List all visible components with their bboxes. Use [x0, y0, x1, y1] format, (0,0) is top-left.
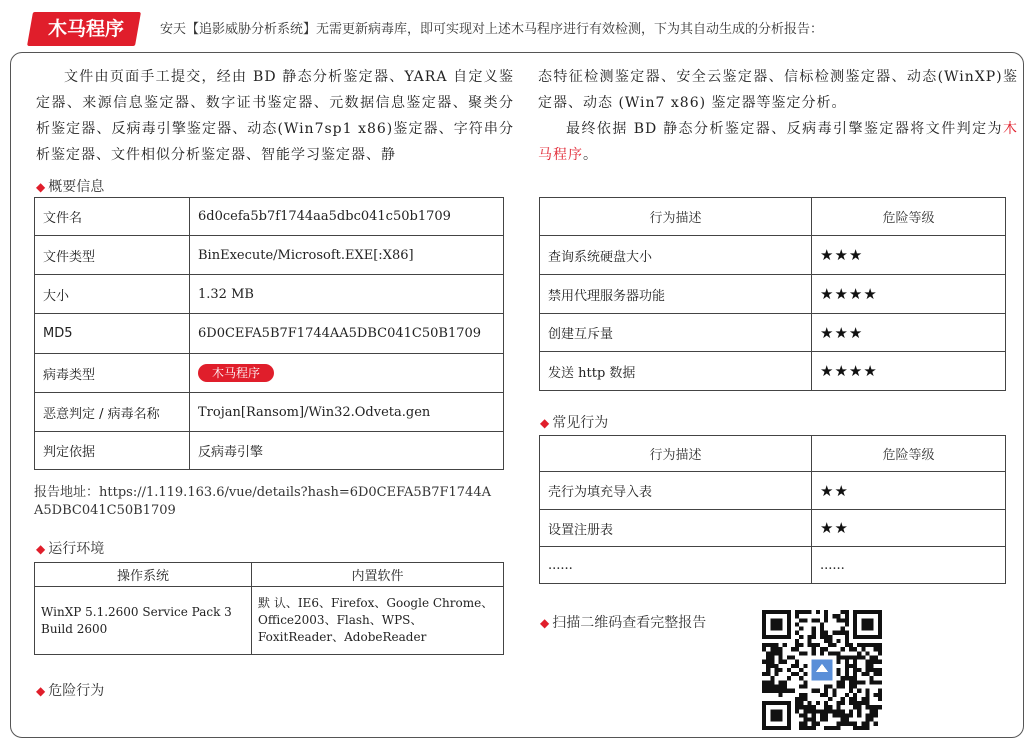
table-row	[35, 393, 504, 432]
behavior-desc: 壳行为填充导入表	[540, 472, 812, 510]
qr-code-icon[interactable]	[762, 610, 882, 730]
table-row	[540, 472, 1006, 510]
environment-table	[34, 562, 504, 655]
overview-key: 判定依据	[35, 432, 190, 470]
table-row	[540, 275, 1006, 314]
common-level-stars: ★★	[812, 510, 1006, 547]
table-row	[35, 587, 504, 655]
diamond-icon: ◆	[36, 180, 46, 194]
overview-key: 文件类型	[35, 236, 190, 275]
table-row	[540, 510, 1006, 547]
danger-title: 危险行为	[48, 683, 105, 699]
overview-value: Trojan[Ransom]/Win32.Odveta.gen	[190, 393, 504, 432]
summary-end: 。	[583, 147, 598, 163]
danger-level-stars: ★★★★	[812, 352, 1006, 391]
report-url-continued[interactable]: A5DBC041C50B1709	[34, 503, 176, 518]
report-label: 报告地址：	[34, 485, 100, 500]
summary-right-p2	[538, 116, 1018, 168]
danger-header-level: 危险等级	[812, 198, 1006, 236]
danger-heading	[36, 680, 104, 700]
overview-value: 6D0CEFA5B7F1744AA5DBC041C50B1709	[190, 314, 504, 354]
table-row	[540, 547, 1006, 584]
overview-key: 恶意判定 / 病毒名称	[35, 393, 190, 432]
behavior-desc: 创建互斥量	[540, 314, 812, 352]
danger-level-stars: ★★★	[812, 236, 1006, 275]
trojan-badge-label: 木马程序	[47, 18, 124, 40]
overview-value: 6d0cefa5b7f1744aa5dbc041c50b1709	[190, 198, 504, 236]
summary-right	[538, 64, 1018, 168]
common-level-stars: ★★	[812, 472, 1006, 510]
common-header-desc: 行为描述	[540, 436, 812, 472]
qr-heading	[540, 612, 706, 632]
table-row	[540, 352, 1006, 391]
env-software: 默 认、IE6、Firefox、Google Chrome、Office2003、Flash、WPS、FoxitReader、AdobeReader	[252, 587, 504, 655]
summary-verdict-highlight: 木马程序	[538, 121, 1018, 163]
diamond-icon: ◆	[36, 684, 46, 698]
qr-title: 扫描二维码查看完整报告	[552, 615, 707, 631]
table-row	[35, 432, 504, 470]
summary-left: 文件由页面手工提交，经由 BD 静态分析鉴定器、YARA 自定义鉴定器、来源信息鉴定器、数字证书鉴定器、元数据信息鉴定器、聚类分析鉴定器、反病毒引擎鉴定器、动态(Win7sp1 x86)鉴定器、字符串分析鉴定器、文件相似分析鉴定器、智能学习鉴定器、静	[36, 69, 514, 163]
overview-value-cell	[190, 354, 504, 393]
virus-type-badge: 木马程序	[198, 364, 274, 382]
env-os: WinXP 5.1.2600 Service Pack 3 Build 2600	[35, 587, 252, 655]
behavior-desc: 发送 http 数据	[540, 352, 812, 391]
table-row	[35, 236, 504, 275]
overview-value: 1.32 MB	[190, 275, 504, 314]
common-heading	[540, 412, 608, 432]
table-row	[35, 354, 504, 393]
overview-key: 文件名	[35, 198, 190, 236]
summary-conclusion: 最终依据 BD 静态分析鉴定器、反病毒引擎鉴定器将文件判定为	[566, 121, 1003, 137]
environment-title: 运行环境	[48, 541, 105, 557]
danger-level-stars: ★★★★	[812, 275, 1006, 314]
table-row	[35, 314, 504, 354]
overview-value: 反病毒引擎	[190, 432, 504, 470]
diamond-icon: ◆	[540, 616, 550, 630]
overview-heading	[36, 176, 104, 196]
env-header-software: 内置软件	[252, 563, 504, 587]
table-row	[540, 236, 1006, 275]
overview-title: 概要信息	[48, 179, 105, 195]
environment-heading	[36, 538, 104, 558]
report-url-line	[34, 484, 514, 502]
header-intro: 安天【追影威胁分析系统】无需更新病毒库，即可实现对上述木马程序进行有效检测，下为其自动生成的分析报告：	[160, 22, 824, 37]
overview-table	[34, 197, 504, 470]
behavior-desc: 设置注册表	[540, 510, 812, 547]
summary-right-p1: 态特征检测鉴定器、安全云鉴定器、信标检测鉴定器、动态(WinXP)鉴定器、动态 (Win7 x86) 鉴定器等鉴定分析。	[538, 69, 1018, 111]
common-level: ......	[812, 547, 1006, 584]
table-row	[35, 563, 504, 587]
report-address	[34, 484, 514, 520]
overview-key: 病毒类型	[35, 354, 190, 393]
table-row	[540, 314, 1006, 352]
danger-level-stars: ★★★	[812, 314, 1006, 352]
behavior-desc: ......	[540, 547, 812, 584]
common-table	[539, 435, 1006, 584]
common-title: 常见行为	[552, 415, 609, 431]
behavior-desc: 查询系统硬盘大小	[540, 236, 812, 275]
diamond-icon: ◆	[540, 416, 550, 430]
overview-value: BinExecute/Microsoft.EXE[:X86]	[190, 236, 504, 275]
danger-header-desc: 行为描述	[540, 198, 812, 236]
danger-table	[539, 197, 1006, 391]
common-header-level: 危险等级	[812, 436, 1006, 472]
behavior-desc: 禁用代理服务器功能	[540, 275, 812, 314]
table-row	[540, 436, 1006, 472]
diamond-icon: ◆	[36, 542, 46, 556]
report-url[interactable]: https://1.119.163.6/vue/details?hash=6D0CEFA5B7F1744A	[99, 485, 491, 500]
env-header-os: 操作系统	[35, 563, 252, 587]
overview-key: 大小	[35, 275, 190, 314]
overview-key: MD5	[35, 314, 190, 354]
table-row	[35, 198, 504, 236]
table-row	[35, 275, 504, 314]
table-row	[540, 198, 1006, 236]
